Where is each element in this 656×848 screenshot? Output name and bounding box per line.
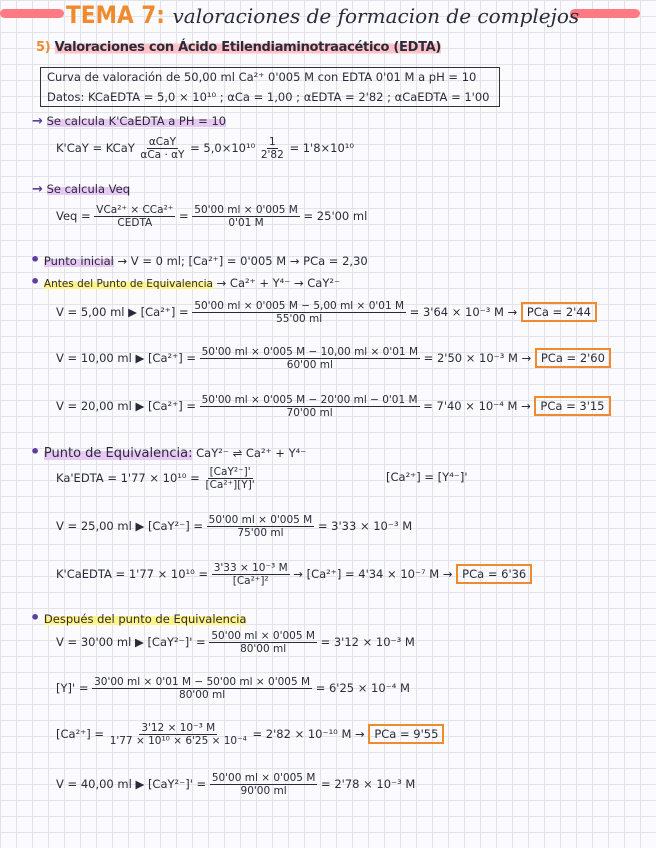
antes-row-fraction (192, 300, 406, 325)
despues-r3-mid: = 2'82 × 10⁻¹⁰ M → (252, 727, 365, 741)
veq-lhs: Veq = (56, 209, 91, 223)
equiv-k-lhs: Ka'EDTA = 1'77 × 10¹⁰ = (56, 471, 200, 485)
veq-den: CEDTA (117, 217, 153, 229)
title-underline-right (570, 9, 640, 18)
antes-label: Antes del Punto de Equivalencia (43, 278, 213, 290)
kprime-equation (56, 136, 354, 161)
kprime-f1-num: αCaY (148, 136, 176, 148)
antes-row-1 (56, 300, 597, 325)
despues-r2-rhs: = 6'25 × 10⁻⁴ M (315, 681, 410, 695)
veq-den2: 0'01 M (228, 217, 264, 229)
kprime-fraction-1 (138, 136, 186, 161)
antes-row-result: PCa = 2'44 (521, 302, 597, 322)
equiv-k-num: [CaY²⁻]' (209, 466, 251, 478)
veq-equation (56, 204, 367, 229)
despues-r1-lhs: V = 30'00 ml ▶ [CaY²⁻]' = (56, 635, 206, 649)
despues-r4-rhs: = 2'78 × 10⁻³ M (321, 777, 416, 791)
despues-r1-num: 50'00 ml × 0'005 M (211, 630, 315, 642)
despues-r2-num: 30'00 ml × 0'01 M − 50'00 ml × 0'005 M (94, 676, 311, 688)
antes-row-num: 50'00 ml × 0'005 M − 5,00 ml × 0'01 M (194, 300, 405, 312)
equiv-kc-den: [Ca²⁺]² (232, 575, 269, 587)
veq-num: VCa²⁺ × CCa²⁺ (96, 204, 174, 216)
antes-row-result: PCa = 2'60 (535, 348, 611, 368)
bullet-icon: • (30, 272, 41, 291)
equiv-kc-result: PCa = 6'36 (456, 564, 532, 584)
arrow-icon: → (32, 182, 43, 197)
problem-line-1: Curva de valoración de 50,00 ml Ca²⁺ 0'005 M con EDTA 0'01 M a pH = 10 (47, 70, 477, 84)
bullet-icon: • (30, 250, 41, 269)
antes-row-num: 50'00 ml × 0'005 M − 10,00 ml × 0'01 M (201, 346, 419, 358)
equiv-kc (56, 562, 532, 587)
kprime-rhs: = 1'8×10¹⁰ (289, 141, 355, 155)
antes-row-den: 60'00 ml (286, 359, 333, 371)
despues-r3-fraction (108, 722, 249, 747)
problem-line-2: Datos: KCaEDTA = 5,0 × 10¹⁰ ; αCa = 1,00 ; αEDTA = 2'82 ; αCaEDTA = 1'00 (47, 90, 490, 104)
kprime-heading (32, 114, 226, 129)
equiv-v-fraction (207, 514, 315, 539)
equiv-k-den: [Ca²⁺][Y]' (205, 479, 255, 491)
antes-row-2 (56, 346, 611, 371)
antes-row-mid: = 3'64 × 10⁻³ M → (409, 305, 518, 319)
section-number: 5) (36, 40, 51, 55)
equiv-v-den: 75'00 ml (237, 527, 284, 539)
despues-label: Después del punto de Equivalencia (43, 612, 247, 626)
arrow-icon: → (32, 114, 43, 129)
despues-r1-rhs: = 3'12 × 10⁻³ M (320, 635, 415, 649)
antes-reaction: → Ca²⁺ + Y⁴⁻ → CaY²⁻ (216, 276, 341, 290)
equiv-k-fraction (203, 466, 256, 491)
punto-inicial-text: → V = 0 ml; [Ca²⁺] = 0'005 M → PCa = 2,30 (117, 254, 368, 268)
antes-row-den: 70'00 ml (286, 407, 333, 419)
equiv-heading (30, 442, 306, 461)
antes-row-mid: = 2'50 × 10⁻³ M → (423, 351, 532, 365)
despues-r2-den: 80'00 ml (179, 689, 226, 701)
equiv-label: Punto de Equivalencia: (43, 446, 193, 461)
equiv-kc-mid: → [Ca²⁺] = 4'34 × 10⁻⁷ M → (293, 567, 453, 581)
despues-r4-fraction (210, 772, 318, 797)
antes-row-fraction (200, 394, 420, 419)
antes-heading (30, 272, 340, 291)
antes-row-mid: = 7'40 × 10⁻⁴ M → (423, 399, 531, 413)
equiv-k-right: [Ca²⁺] = [Y⁴⁻]' (386, 470, 468, 484)
veq-rhs: = 25'00 ml (303, 209, 368, 223)
bullet-icon: • (30, 608, 41, 627)
antes-row-den: 55'00 ml (276, 313, 323, 325)
despues-row-2 (56, 676, 410, 701)
veq-mid: = (178, 209, 189, 223)
despues-r4-den: 90'00 ml (240, 785, 287, 797)
despues-r1-den: 80'00 ml (240, 643, 287, 655)
despues-r3-result: PCa = 9'55 (368, 724, 444, 744)
despues-r3-lhs: [Ca²⁺] = (56, 727, 105, 741)
title-underline-left (0, 9, 64, 18)
kprime-f1-den: αCa · αY (140, 149, 185, 161)
despues-r3-num: 3'12 × 10⁻³ M (141, 722, 216, 734)
despues-r3-den: 1'77 × 10¹⁰ × 6'25 × 10⁻⁴ (109, 735, 247, 747)
antes-row-3 (56, 394, 611, 419)
equiv-kc-fraction (212, 562, 290, 587)
despues-r4-lhs: V = 40,00 ml ▶ [CaY²⁻]' = (56, 777, 207, 791)
kprime-f2-den: 2'82 (260, 149, 284, 161)
equiv-v (56, 514, 412, 539)
antes-row-lhs: V = 5,00 ml ▶ [Ca²⁺] = (56, 305, 189, 319)
despues-row-1 (56, 630, 415, 655)
despues-row-4 (56, 772, 415, 797)
kprime-f2-num: 1 (268, 136, 276, 148)
kprime-mid: = 5,0×10¹⁰ (190, 141, 256, 155)
antes-row-result: PCa = 3'15 (534, 396, 610, 416)
section-label: Valoraciones con Ácido Etilendiaminotraacético (EDTA) (54, 40, 442, 55)
despues-row-3 (56, 722, 444, 747)
veq-fraction-2 (192, 204, 300, 229)
equiv-v-rhs: = 3'33 × 10⁻³ M (317, 519, 413, 533)
veq-fraction-1 (94, 204, 175, 229)
equiv-v-lhs: V = 25,00 ml ▶ [CaY²⁻] = (56, 519, 203, 533)
antes-row-num: 50'00 ml × 0'005 M − 20'00 ml − 0'01 M (201, 394, 418, 406)
punto-inicial-label: Punto inicial (43, 254, 114, 268)
despues-r1-fraction (209, 630, 317, 655)
antes-row-fraction (200, 346, 420, 371)
despues-heading (30, 608, 246, 627)
kprime-heading-text: Se calcula K'CaEDTA a PH = 10 (46, 114, 227, 128)
page-title (66, 1, 579, 29)
equiv-kc-num: 3'33 × 10⁻³ M (213, 562, 288, 574)
kprime-fraction-2 (259, 136, 286, 161)
veq-num2: 50'00 ml × 0'005 M (194, 204, 298, 216)
equiv-v-num: 50'00 ml × 0'005 M (208, 514, 313, 526)
bullet-icon: • (30, 442, 41, 461)
despues-r2-lhs: [Y]' = (56, 681, 89, 695)
punto-inicial (30, 250, 368, 269)
equiv-reaction: CaY²⁻ ⇌ Ca²⁺ + Y⁴⁻ (196, 446, 307, 460)
veq-heading (32, 182, 130, 197)
veq-heading-text: Se calcula Veq (46, 182, 131, 196)
equiv-kc-lhs: K'CaEDTA = 1'77 × 10¹⁰ = (56, 567, 209, 581)
section-heading (36, 40, 441, 55)
despues-r2-fraction (92, 676, 312, 701)
antes-row-lhs: V = 20,00 ml ▶ [Ca²⁺] = (56, 399, 196, 413)
title-tema: TEMA 7: (66, 1, 165, 29)
kprime-lhs: K'CaY = KCaY (56, 141, 135, 155)
problem-box (40, 67, 500, 107)
title-subtitle: valoraciones de formacion de complejos (172, 4, 580, 28)
despues-r4-num: 50'00 ml × 0'005 M (211, 772, 316, 784)
antes-row-lhs: V = 10,00 ml ▶ [Ca²⁺] = (56, 351, 196, 365)
equiv-k (56, 466, 257, 491)
